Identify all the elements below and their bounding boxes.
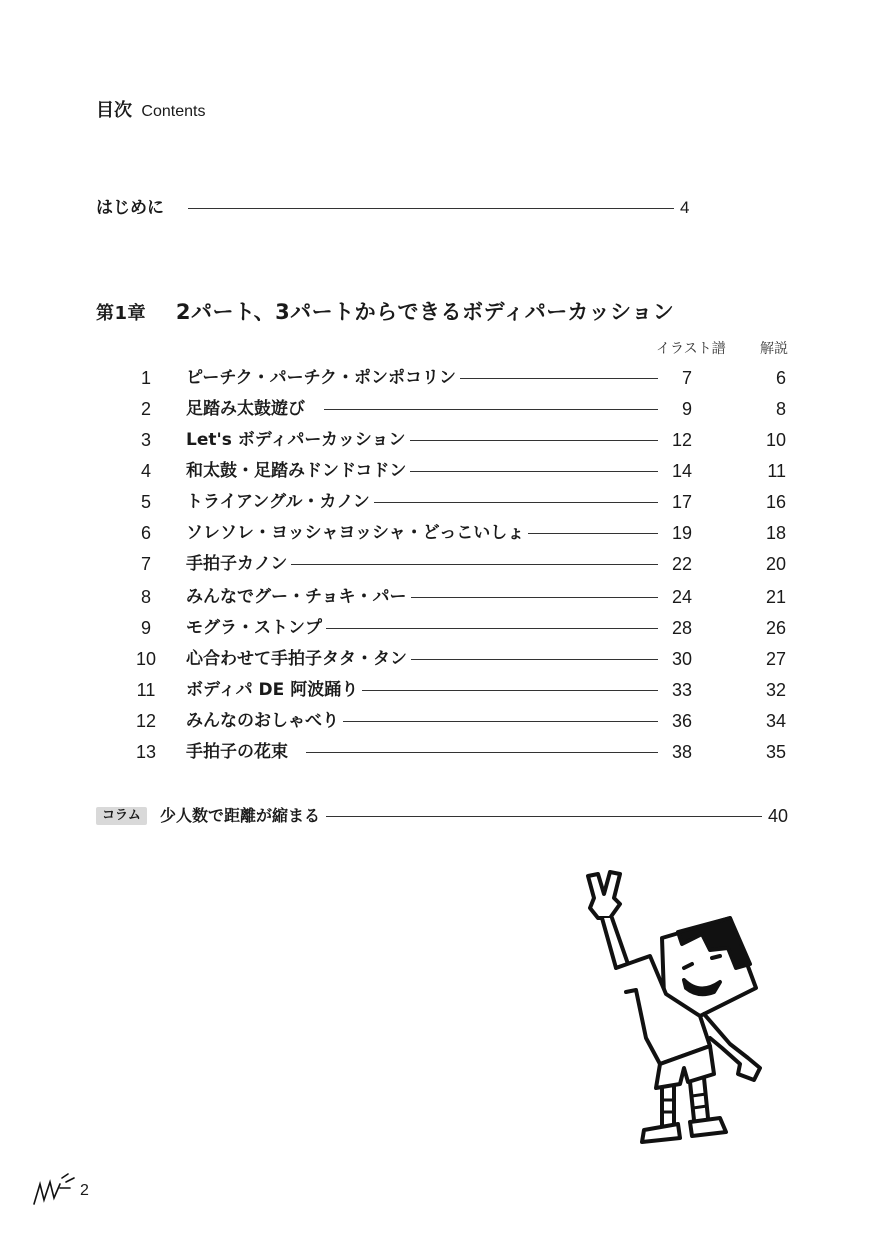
entry-title: Let's ボディパーカッション: [186, 428, 410, 452]
page-footer: [30, 1170, 89, 1214]
entry-number: 4: [140, 461, 151, 481]
toc-entry[interactable]: [0, 428, 874, 452]
entry-number: 2: [140, 399, 151, 419]
entry-number: 13: [135, 742, 157, 762]
column-header-illustration: イラスト譜: [656, 341, 726, 357]
entry-title: 和太鼓・足踏みドンドコドン: [186, 459, 410, 483]
entry-number: 1: [140, 368, 151, 388]
toc-entry[interactable]: [0, 585, 874, 609]
entry-commentary-page: 27: [765, 649, 786, 669]
entry-number: 11: [136, 680, 156, 700]
entry-title: 手拍子カノン: [186, 552, 291, 576]
entry-illustration-page: 38: [658, 740, 692, 764]
entry-title: みんなのおしゃべり: [186, 709, 343, 733]
toc-entry[interactable]: [0, 521, 874, 545]
entry-title: ソレソレ・ヨッシャヨッシャ・どっこいしょ: [186, 521, 528, 545]
entry-number: 5: [140, 492, 151, 512]
entry-title: トライアングル・カノン: [186, 490, 374, 514]
entry-illustration-page: 30: [658, 647, 692, 671]
chapter-heading: [96, 296, 674, 326]
toc-heading-en: Contents: [141, 103, 206, 120]
leader-line: [326, 816, 762, 817]
toc-column-row[interactable]: [0, 804, 874, 828]
entry-title: 心合わせて手拍子タタ・タン: [186, 647, 411, 671]
leader-line: [188, 208, 674, 209]
entry-title: ボディパ DE 阿波踊り: [186, 678, 362, 702]
entry-commentary-page: 18: [765, 523, 786, 543]
entry-number: 9: [140, 618, 151, 638]
entry-illustration-page: 36: [658, 709, 692, 733]
toc-entry[interactable]: [0, 678, 874, 702]
toc-intro-row[interactable]: [0, 196, 874, 220]
entry-number: 7: [140, 554, 151, 574]
toc-entry[interactable]: [0, 709, 874, 733]
entry-commentary-page: 16: [765, 492, 786, 512]
entry-commentary-page: 11: [767, 461, 786, 481]
entry-number: 6: [140, 523, 151, 543]
entry-number: 8: [140, 587, 151, 607]
entry-title: ピーチク・パーチク・ポンポコリン: [186, 366, 460, 390]
entry-number: 3: [140, 430, 151, 450]
entry-title: モグラ・ストンプ: [186, 616, 326, 640]
entry-illustration-page: 14: [658, 459, 692, 483]
toc-entry[interactable]: [0, 459, 874, 483]
toc-heading-ja: 目次: [96, 100, 132, 121]
leader-line: [306, 752, 668, 753]
chapter-title: 2パート、3パートからできるボディパーカッション: [175, 300, 675, 324]
entry-commentary-page: 34: [765, 711, 786, 731]
toc-entry[interactable]: [0, 490, 874, 514]
entry-illustration-page: 12: [658, 428, 692, 452]
toc-entry[interactable]: [0, 552, 874, 576]
hands-logo-icon: [30, 1170, 80, 1210]
entry-commentary-page: 26: [765, 618, 786, 638]
mascot-illustration: [580, 868, 790, 1158]
intro-page: 4: [680, 198, 690, 217]
entry-commentary-page: 8: [775, 399, 786, 419]
entry-commentary-page: 21: [765, 587, 786, 607]
entry-commentary-page: 10: [765, 430, 786, 450]
chapter-number: 第1章: [96, 303, 147, 324]
toc-entry[interactable]: [0, 397, 874, 421]
toc-entry[interactable]: [0, 740, 874, 764]
toc-entry[interactable]: [0, 647, 874, 671]
entry-illustration-page: 22: [658, 552, 692, 576]
entry-commentary-page: 32: [765, 680, 786, 700]
toc-entry[interactable]: [0, 366, 874, 390]
entry-illustration-page: 7: [658, 366, 692, 390]
entry-illustration-page: 17: [658, 490, 692, 514]
toc-entry[interactable]: [0, 616, 874, 640]
entry-illustration-page: 9: [658, 397, 692, 421]
entry-illustration-page: 33: [658, 678, 692, 702]
entry-commentary-page: 6: [775, 368, 786, 388]
toc-heading: [96, 96, 205, 122]
entry-illustration-page: 24: [658, 585, 692, 609]
entry-commentary-page: 20: [765, 554, 786, 574]
entry-number: 10: [135, 649, 157, 669]
column-title: 少人数で距離が縮まる: [160, 806, 321, 825]
entry-illustration-page: 28: [658, 616, 692, 640]
leader-line: [324, 409, 668, 410]
entry-number: 12: [135, 711, 157, 731]
entry-title: みんなでグー・チョキ・パー: [186, 585, 411, 609]
entry-commentary-page: 35: [765, 742, 786, 762]
entry-illustration-page: 19: [658, 521, 692, 545]
page-number: 2: [80, 1182, 89, 1199]
intro-title: はじめに: [96, 198, 164, 218]
column-badge: コラム: [96, 807, 147, 825]
entry-title: 手拍子の花束: [186, 740, 292, 764]
column-page: 40: [767, 806, 788, 826]
column-header-commentary: 解説: [760, 341, 788, 357]
entry-title: 足踏み太鼓遊び: [186, 397, 309, 421]
